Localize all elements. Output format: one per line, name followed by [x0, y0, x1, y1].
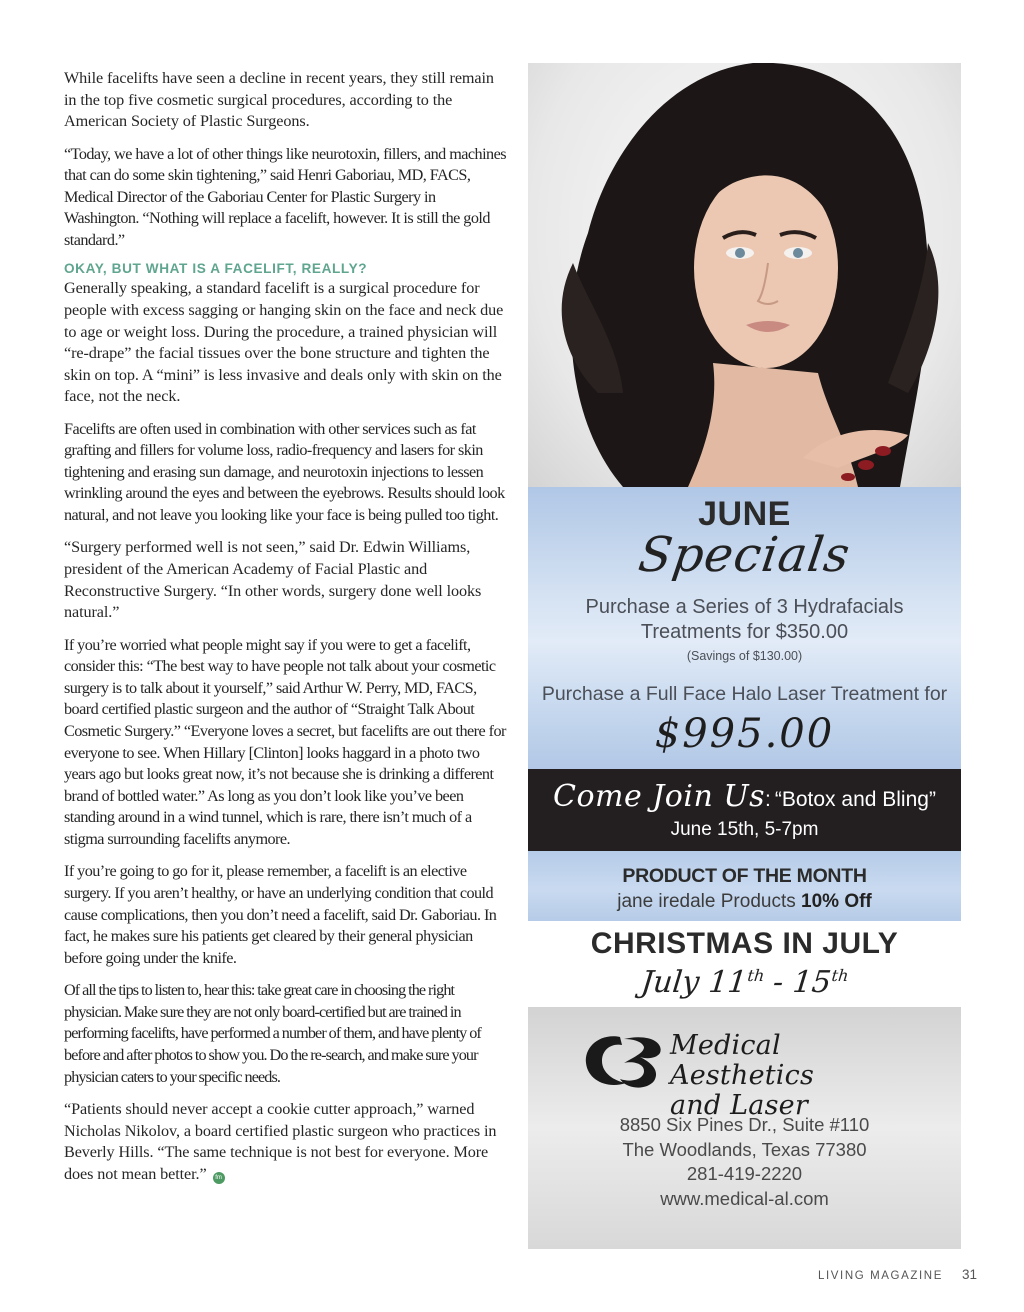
- offer-line: Treatments for $350.00: [640, 621, 849, 643]
- date-start: July 11: [639, 965, 749, 1000]
- woman-portrait-image: [528, 63, 961, 487]
- date-end: - 15: [761, 965, 833, 1000]
- ordinal-suffix: th: [746, 966, 766, 985]
- logo-wordmark: [670, 1031, 930, 1121]
- logo-line: and Laser: [670, 1090, 808, 1121]
- end-mark-icon: fm: [213, 1172, 225, 1184]
- christmas-dates: [526, 965, 963, 1000]
- offer-line: Purchase a Series of 3 Hydrafacials: [585, 596, 904, 618]
- city-state-zip: The Woodlands, Texas 77380: [622, 1138, 867, 1160]
- phone-number: 281-419-2220: [686, 1163, 803, 1184]
- contact-panel: [528, 1007, 961, 1249]
- article-paragraph: “Today, we have a lot of other things like neurotoxin, fillers, and machines that can do some skin tightening,” said Henri Gaboriau, MD, FACS, Medical Director of the Gaboriau Center for Plastic Surgery in Washington. “Nothing will replace a facelift, however. It is still the gold standard.”: [64, 144, 506, 249]
- event-headline: [528, 779, 961, 814]
- logo-monogram-icon: [580, 1029, 666, 1093]
- event-banner: [528, 769, 961, 851]
- article-paragraph: Facelifts are often used in combination with other services such as fat grafting and fillers for volume loss, radio-frequency and lasers for skin tightening and erasing sun damage, and neurotoxin injections to lessen wrinkling around the eyes and between the eyebrows. Results should look natural, and not leave you looking like your face is being pulled too tight.: [64, 419, 505, 525]
- article-paragraph: Of all the tips to listen to, hear this: take great care in choosing the right physician. Make sure they are not only board-certified but are trained in performing facelifts, have performed a number of them, and have plenty of before and after photos to show you. Do the re-search, and make sure your physician caters to your specific needs.: [64, 981, 481, 1086]
- savings-note: (Savings of $130.00): [686, 649, 803, 663]
- event-date: June 15th, 5-7pm: [670, 819, 819, 840]
- section-heading: OKAY, BUT WHAT IS A FACELIFT, REALLY?: [64, 261, 368, 277]
- product-of-month-panel: [528, 851, 961, 921]
- june-heading: JUNE: [698, 495, 791, 533]
- specials-script-heading: Specials: [635, 527, 854, 583]
- product-offer: [528, 891, 961, 913]
- christmas-in-july-panel: [528, 921, 961, 1007]
- article-paragraph: While facelifts have seen a decline in recent years, they still remain in the top five cosmetic surgical procedures, according to the American Society of Plastic Surgeons.: [64, 69, 494, 131]
- product-discount: 10% Off: [801, 891, 872, 912]
- event-title: “Botox and Bling”: [774, 788, 936, 811]
- page-number: 31: [962, 1267, 978, 1282]
- magazine-name: LIVING MAGAZINE: [818, 1270, 943, 1282]
- halo-laser-price: $995.00: [654, 711, 835, 757]
- ordinal-suffix: th: [830, 966, 850, 985]
- advertisement: [528, 63, 961, 1249]
- model-photo: [528, 63, 961, 487]
- article-last-paragraph: [64, 1099, 510, 1185]
- article-paragraph: If you’re worried what people might say if you were to get a facelift, consider this: “The best way to have people not talk about your cosmetic surgery is to talk about it yourself,” said Arthur W. Perry, MD, FACS, board certified plastic surgeon and the author of “Straight Talk About Cosmetic Surgery.” “Everyone loves a secret, but facelifts are out there for everyone to see. When Hillary [Clinton] looks haggard in a photo two years ago but looks great now, it’s not because she is drinking a different brand of bottled water.” As long as you don’t look like you’ve been standing around in a wind tunnel, which is rare, there isn’t much of a stigma surrounding facelifts anymore.: [64, 635, 506, 848]
- address-block: [528, 1113, 961, 1211]
- article-paragraph: “Surgery performed well is not seen,” said Dr. Edwin Williams, president of the American Academy of Facial Plastic and Reconstructive Surgery. “In other words, surgery done well looks natural.”: [64, 538, 482, 622]
- medical-aesthetics-logo: [580, 1029, 920, 1121]
- logo-line: Medical Aesthetics: [670, 1030, 815, 1091]
- product-of-month-heading: PRODUCT OF THE MONTH: [622, 865, 867, 887]
- article-paragraph: Generally speaking, a standard facelift is a surgical procedure for people with excess sagging or hanging skin on the face and neck due to age or weight loss. During the procedure, a trained physician will “re-drape” the facial tissues over the bone structure and tighten the skin on top. A “mini” is less invasive and deals only with skin on the face, not the neck.: [64, 279, 504, 406]
- street-address: 8850 Six Pines Dr., Suite #110: [619, 1114, 870, 1135]
- come-join-us-script: Come Join Us: [553, 779, 766, 814]
- article-column: [64, 68, 510, 1196]
- product-brand: jane iredale Products: [617, 891, 796, 912]
- hydrafacial-offer: [528, 595, 961, 645]
- halo-laser-offer: Purchase a Full Face Halo Laser Treatment for: [541, 683, 948, 705]
- article-paragraph-text: “Patients should never accept a cookie cutter approach,” warned Nicholas Nikolov, a board certified plastic surgeon who practices in Beverly Hills. “The same technique is not best for everyone. More does not mean better.”: [64, 1099, 497, 1183]
- event-separator: :: [765, 788, 771, 811]
- article-paragraph: If you’re going to go for it, please remember, a facelift is an elective surgery. If you aren’t healthy, or have an underlying condition that could cause complications, then you don’t need a facelift, said Dr. Gaboriau. In fact, he makes sure his patients get cleared by their general physician before going under the knife.: [64, 862, 497, 967]
- christmas-heading: CHRISTMAS IN JULY: [590, 927, 899, 960]
- june-specials-panel: [528, 487, 961, 769]
- website-link[interactable]: www.medical-al.com: [660, 1187, 829, 1209]
